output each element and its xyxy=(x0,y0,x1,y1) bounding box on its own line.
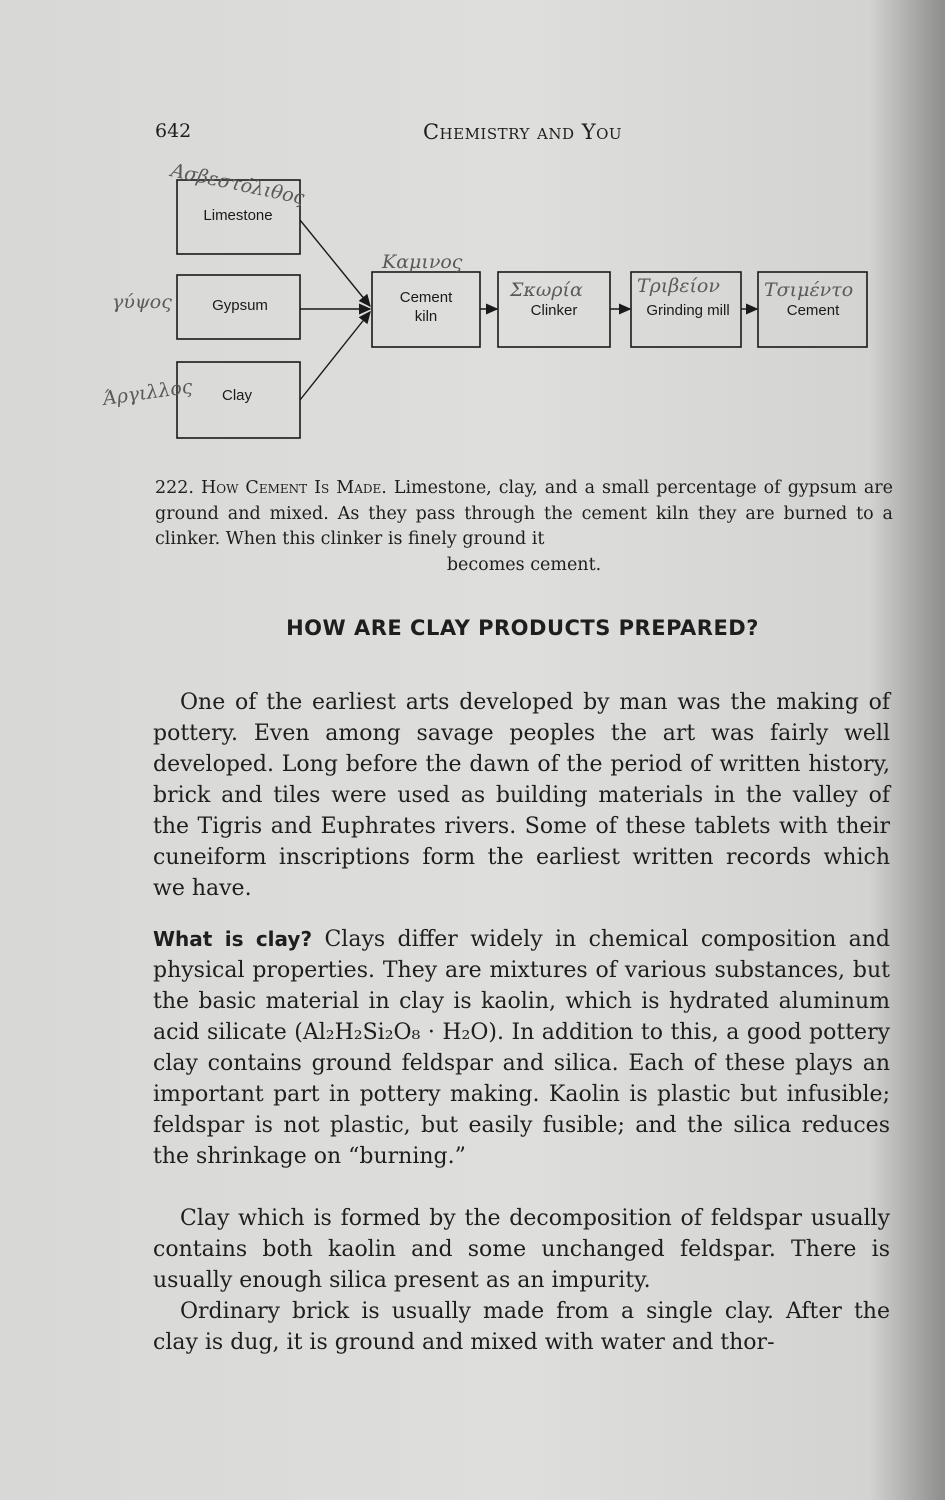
handwritten-clinker-note: Σκωρία xyxy=(510,279,583,301)
running-head xyxy=(155,120,890,150)
arrow-limestone-to-kiln xyxy=(300,220,370,306)
cement-process-diagram xyxy=(0,150,945,470)
figure-caption xyxy=(155,476,893,578)
cement-label: Cement xyxy=(786,302,840,319)
grinding-mill-label: Grinding mill xyxy=(646,302,730,319)
handwritten-gypsum-note: γύψος xyxy=(112,291,172,313)
arrow-clay-to-kiln xyxy=(300,312,370,400)
paragraph-ordinary-brick: Ordinary brick is usually made from a single clay. After the clay is dug, it is ground and mixed with water and thor- xyxy=(153,1299,890,1355)
handwritten-cement-note: Τσιμέντο xyxy=(764,279,854,301)
limestone-label: Limestone xyxy=(203,207,273,224)
paragraph-pottery-history: One of the earliest arts developed by man was the making of pottery. Even among savage peoples the art was fairly well developed. Long before the dawn of the period of written history, brick and tiles were used as building materials in the valley of the Tigris and Euphrates rivers. Some of these tablets with their cuneiform inscriptions form the earliest written records which we have. xyxy=(153,690,890,901)
clay-label: Clay xyxy=(221,387,253,404)
clinker-label: Clinker xyxy=(530,302,578,319)
page-number: 642 xyxy=(155,120,192,142)
caption-text-line-1: Limestone, clay, and a small percentage of xyxy=(393,478,781,498)
handwritten-limestone-note: Ασβεστόλιθος xyxy=(168,159,307,210)
handwritten-kiln-note: Καμινος xyxy=(382,251,463,273)
run-in-heading-what-is-clay: What is clay? xyxy=(153,927,313,951)
clay-text-part2: In addition to this, a good pottery clay contains ground feldspar and silica. Each of these plays an important part in pottery making. Kaolin is plastic but infusible; feldspar is not plastic, but easily fusible; and the silica reduces the shrinkage on “burning.” xyxy=(153,1020,891,1169)
caption-text-line-2: gypsum are ground and mixed. As they pass through the cement kiln xyxy=(155,478,893,524)
paragraph-what-is-clay xyxy=(153,924,890,1172)
clay-text-part1: Clays differ widely in chemical composition and physical properties. They are mixtures of various substances, but the basic material in clay is kaolin, which is hydrated aluminum acid silicate xyxy=(153,927,890,1045)
caption-text-line-3: they are burned to a clinker. When this clinker is finely ground it xyxy=(155,503,893,549)
caption-last-line: becomes cement. xyxy=(446,554,602,575)
caption-title: How Cement Is Made. xyxy=(200,478,387,498)
paragraph-feldspar-decomposition: Clay which is formed by the decomposition of feldspar usually contains both kaolin and some unchanged feldspar. There is usually enough silica present as an impurity. xyxy=(153,1206,890,1293)
section-heading: HOW ARE CLAY PRODUCTS PREPARED? xyxy=(286,616,759,640)
caption-number: 222. xyxy=(155,478,194,498)
kaolin-formula: (Al₂H₂Si₂O₈ · H₂O). xyxy=(294,1020,504,1045)
cement-kiln-label-line2: kiln xyxy=(414,308,438,325)
cement-kiln-label-line1: Cement xyxy=(399,289,453,306)
running-title: Chemistry and You xyxy=(422,120,623,144)
gypsum-label: Gypsum xyxy=(212,297,268,314)
handwritten-clay-note: Άργιλλος xyxy=(101,375,194,410)
handwritten-mill-note: Τριβείον xyxy=(637,275,720,297)
